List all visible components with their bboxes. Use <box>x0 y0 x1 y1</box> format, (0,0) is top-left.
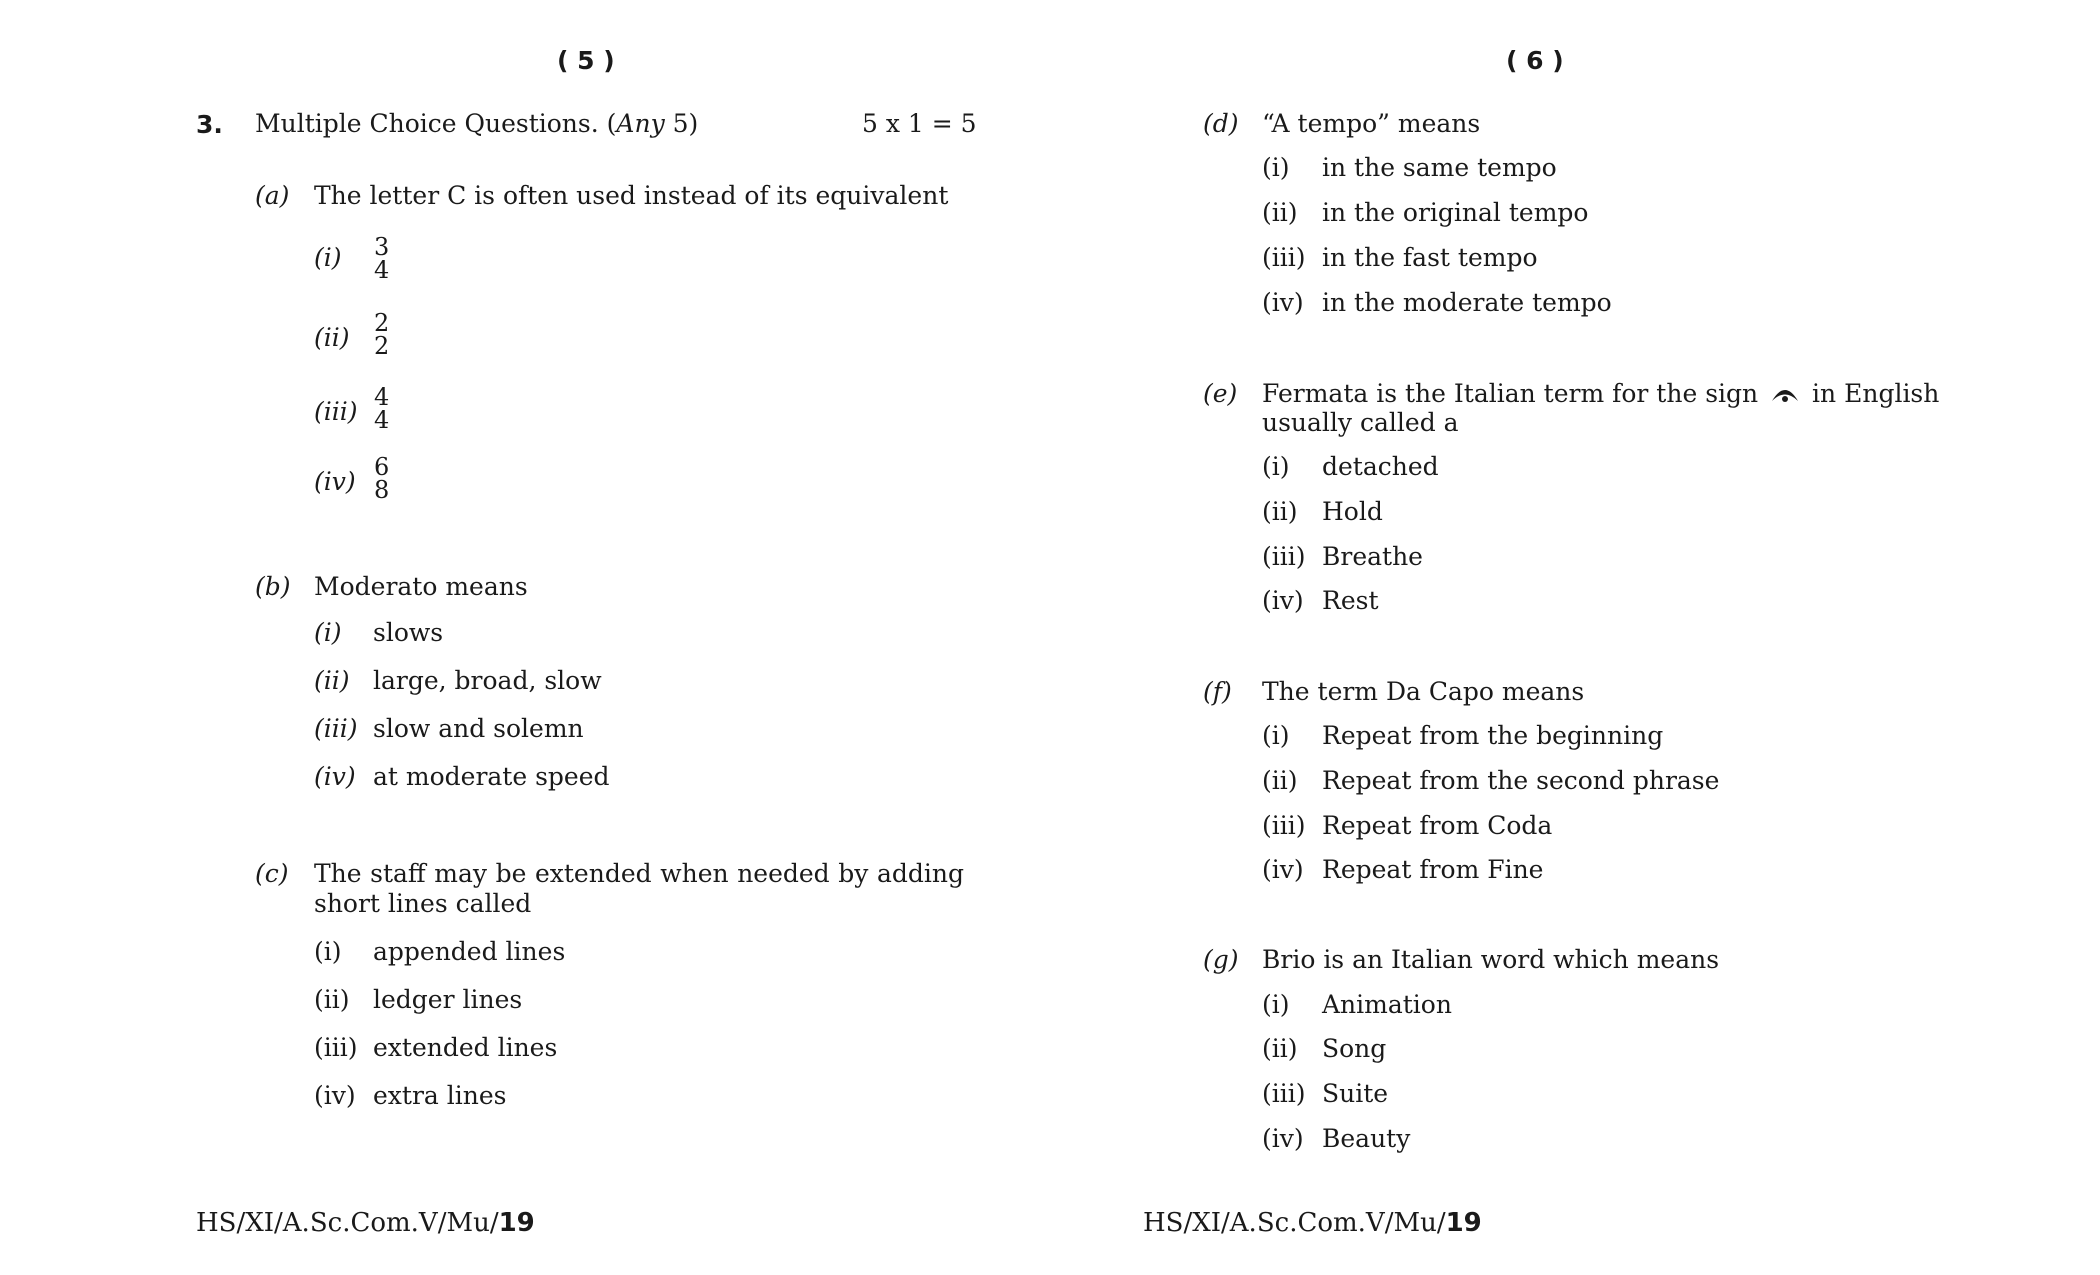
fermata-icon <box>1770 381 1800 411</box>
question-e-option-text: detached <box>1322 452 1439 481</box>
page-number-left: ( 5 ) <box>557 46 615 75</box>
question-b-option-text: large, broad, slow <box>373 666 602 695</box>
question-c-text-line2: short lines called <box>314 889 532 918</box>
question-b-option-text: slow and solemn <box>373 714 584 743</box>
question-f-option-text: Repeat from the beginning <box>1322 721 1664 750</box>
question-g-option-label: (iii) <box>1262 1079 1306 1108</box>
time-signature-fraction <box>374 453 390 504</box>
question-f-text: The term Da Capo means <box>1262 677 1585 706</box>
question-c-option-text: ledger lines <box>373 985 523 1014</box>
question-g-text: Brio is an Italian word which means <box>1262 945 1720 974</box>
question-e-option-text: Breathe <box>1322 542 1423 571</box>
question-d-option-text: in the original tempo <box>1322 198 1589 227</box>
question-a-option-label: (iii) <box>314 397 358 426</box>
question-d-option-label: (iv) <box>1262 288 1304 317</box>
question-title-text: Multiple Choice Questions. <box>255 109 599 138</box>
question-e-option-label: (ii) <box>1262 497 1298 526</box>
question-e-text-after: in English <box>1812 379 1940 408</box>
footer-year: 19 <box>498 1208 535 1238</box>
footer-right <box>1143 1208 1482 1238</box>
question-b-option-label: (iv) <box>314 762 356 791</box>
question-b-option-text: at moderate speed <box>373 762 610 791</box>
question-c-option-label: (ii) <box>314 985 350 1014</box>
time-signature-fraction <box>374 309 390 360</box>
question-c-option-text: extended lines <box>373 1033 558 1062</box>
question-f-option-text: Repeat from Coda <box>1322 811 1553 840</box>
question-a-text: The letter C is often used instead of its equivalent <box>314 181 949 210</box>
fraction-numerator: 3 <box>374 233 390 261</box>
footer-code: HS/XI/A.Sc.Com.V/Mu/ <box>196 1208 499 1238</box>
question-d-option-label: (iii) <box>1262 243 1306 272</box>
question-e-text-before: Fermata is the Italian term for the sign <box>1262 379 1759 408</box>
question-any-rest: 5) <box>664 109 699 138</box>
question-d-option-label: (ii) <box>1262 198 1298 227</box>
time-signature-fraction <box>374 233 390 284</box>
question-e-option-label: (i) <box>1262 452 1290 481</box>
question-g-option-label: (i) <box>1262 990 1290 1019</box>
footer-left <box>196 1208 535 1238</box>
question-any-word: Any <box>616 109 665 138</box>
question-a-option-label: (i) <box>314 243 342 272</box>
footer-code: HS/XI/A.Sc.Com.V/Mu/ <box>1143 1208 1446 1238</box>
question-b-option-text: slows <box>373 618 444 647</box>
question-f-option-label: (ii) <box>1262 766 1298 795</box>
question-g-label: (g) <box>1203 945 1239 974</box>
question-c-option-label: (iii) <box>314 1033 358 1062</box>
fraction-numerator: 4 <box>374 383 390 411</box>
question-e-option-label: (iv) <box>1262 586 1304 615</box>
question-title <box>255 109 698 139</box>
question-d-option-label: (i) <box>1262 153 1290 182</box>
question-b-label: (b) <box>255 572 291 601</box>
question-b-option-label: (ii) <box>314 666 350 695</box>
question-d-option-text: in the moderate tempo <box>1322 288 1612 317</box>
question-f-option-label: (iv) <box>1262 855 1304 884</box>
question-e-text-line1 <box>1262 379 1939 411</box>
question-b-option-label: (iii) <box>314 714 358 743</box>
question-c-option-label: (i) <box>314 937 342 966</box>
question-d-text: “A tempo” means <box>1262 109 1481 138</box>
question-e-option-text: Hold <box>1322 497 1383 526</box>
question-d-option-text: in the same tempo <box>1322 153 1557 182</box>
question-e-option-label: (iii) <box>1262 542 1306 571</box>
question-d-option-text: in the fast tempo <box>1322 243 1538 272</box>
question-f-option-label: (i) <box>1262 721 1290 750</box>
question-any-open: ( <box>606 109 617 138</box>
question-number: 3. <box>196 110 223 139</box>
fraction-denominator: 2 <box>374 332 390 360</box>
fraction-denominator: 4 <box>374 256 390 284</box>
page-number-right: ( 6 ) <box>1506 46 1564 75</box>
fraction-numerator: 6 <box>374 453 390 481</box>
question-f-option-text: Repeat from the second phrase <box>1322 766 1720 795</box>
question-g-option-text: Animation <box>1322 990 1452 1019</box>
question-e-text-line2: usually called a <box>1262 408 1459 437</box>
footer-year: 19 <box>1445 1208 1482 1238</box>
question-e-option-text: Rest <box>1322 586 1379 615</box>
question-c-option-text: appended lines <box>373 937 566 966</box>
question-c-option-label: (iv) <box>314 1081 356 1110</box>
question-e-label: (e) <box>1203 379 1238 408</box>
question-f-option-label: (iii) <box>1262 811 1306 840</box>
question-c-label: (c) <box>255 859 289 888</box>
question-c-text-line1: The staff may be extended when needed by adding <box>314 859 964 888</box>
question-a-option-label: (iv) <box>314 467 356 496</box>
question-g-option-label: (ii) <box>1262 1034 1298 1063</box>
time-signature-fraction <box>374 383 390 434</box>
question-g-option-text: Suite <box>1322 1079 1389 1108</box>
question-marks: 5 x 1 = 5 <box>862 109 977 138</box>
question-b-text: Moderato means <box>314 572 528 601</box>
question-g-option-text: Song <box>1322 1034 1387 1063</box>
question-g-option-label: (iv) <box>1262 1124 1304 1153</box>
question-a-label: (a) <box>255 181 290 210</box>
question-g-option-text: Beauty <box>1322 1124 1411 1153</box>
fraction-denominator: 8 <box>374 476 390 504</box>
question-d-label: (d) <box>1203 109 1239 138</box>
question-b-option-label: (i) <box>314 618 342 647</box>
fraction-numerator: 2 <box>374 309 390 337</box>
question-f-label: (f) <box>1203 677 1232 706</box>
question-a-option-label: (ii) <box>314 323 350 352</box>
question-f-option-text: Repeat from Fine <box>1322 855 1544 884</box>
question-c-option-text: extra lines <box>373 1081 507 1110</box>
fraction-denominator: 4 <box>374 406 390 434</box>
